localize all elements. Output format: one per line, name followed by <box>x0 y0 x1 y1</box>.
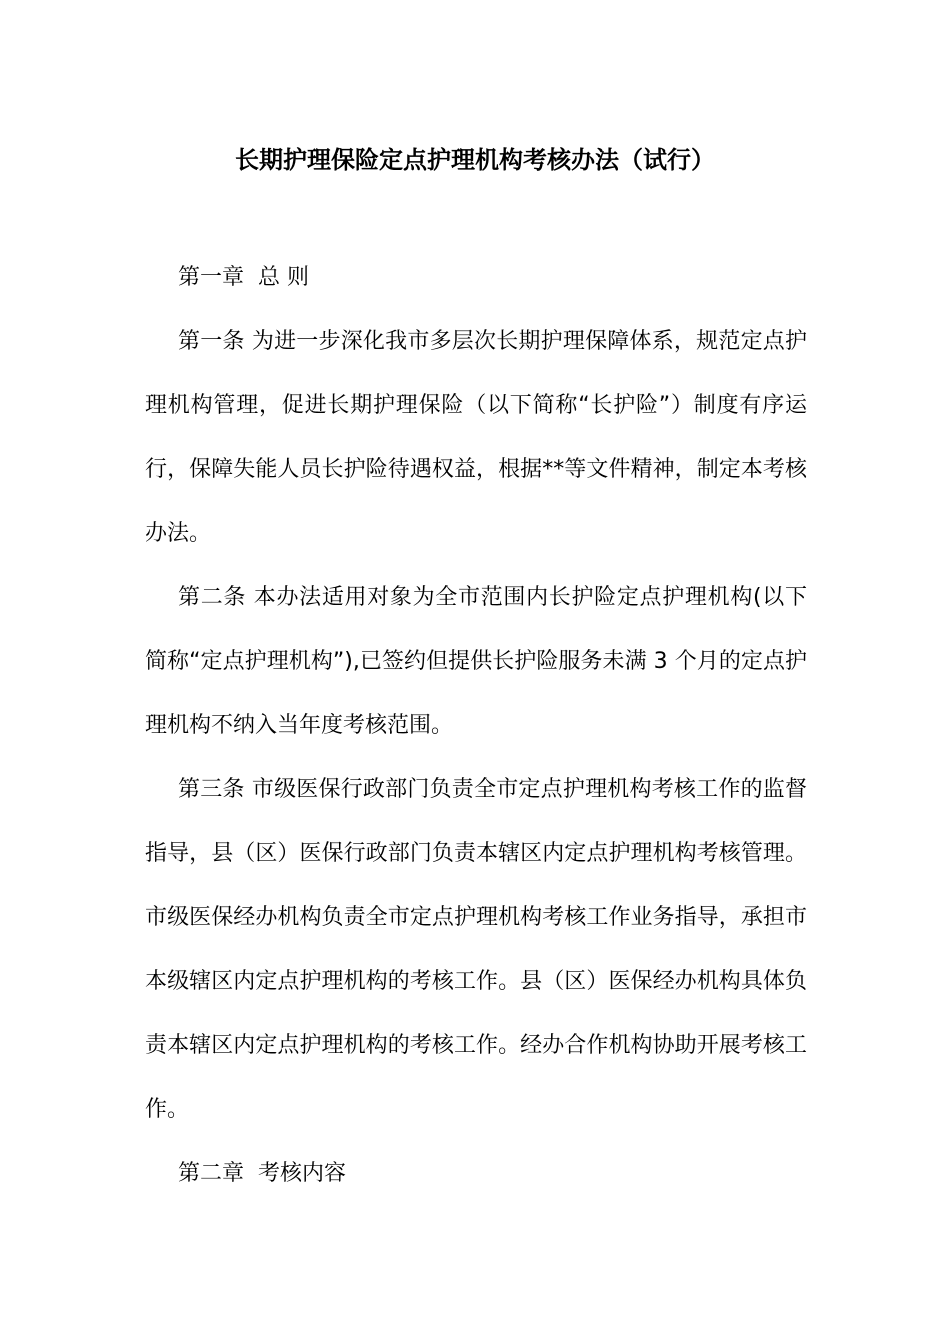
document-title: 长期护理保险定点护理机构考核办法（试行） <box>235 146 715 174</box>
article-1-paragraph: 第一条 为进一步深化我市多层次长期护理保障体系，规范定点护理机构管理，促进长期护理保险（以下简称“长护险”）制度有序运行，保障失能人员长护险待遇权益，根据**等文件精神，制定本考核办法。 <box>145 329 807 546</box>
chapter-heading-2: 第二章 考核内容 <box>178 1161 346 1186</box>
article-3-paragraph: 第三条 市级医保行政部门负责全市定点护理机构考核工作的监督指导，县（区）医保行政部门负责本辖区内定点护理机构考核管理。市级医保经办机构负责全市定点护理机构考核工作业务指导，承担市本级辖区内定点护理机构的考核工作。县（区）医保经办机构具体负责本辖区内定点护理机构的考核工作。经办合作机构协助开展考核工作。 <box>145 777 807 1122</box>
chapter-heading-1: 第一章 总 则 <box>178 265 309 290</box>
article-2-paragraph: 第二条 本办法适用对象为全市范围内长护险定点护理机构(以下简称“定点护理机构”),已签约但提供长护险服务未满 3 个月的定点护理机构不纳入当年度考核范围。 <box>145 585 807 738</box>
document-body <box>145 246 807 1206</box>
